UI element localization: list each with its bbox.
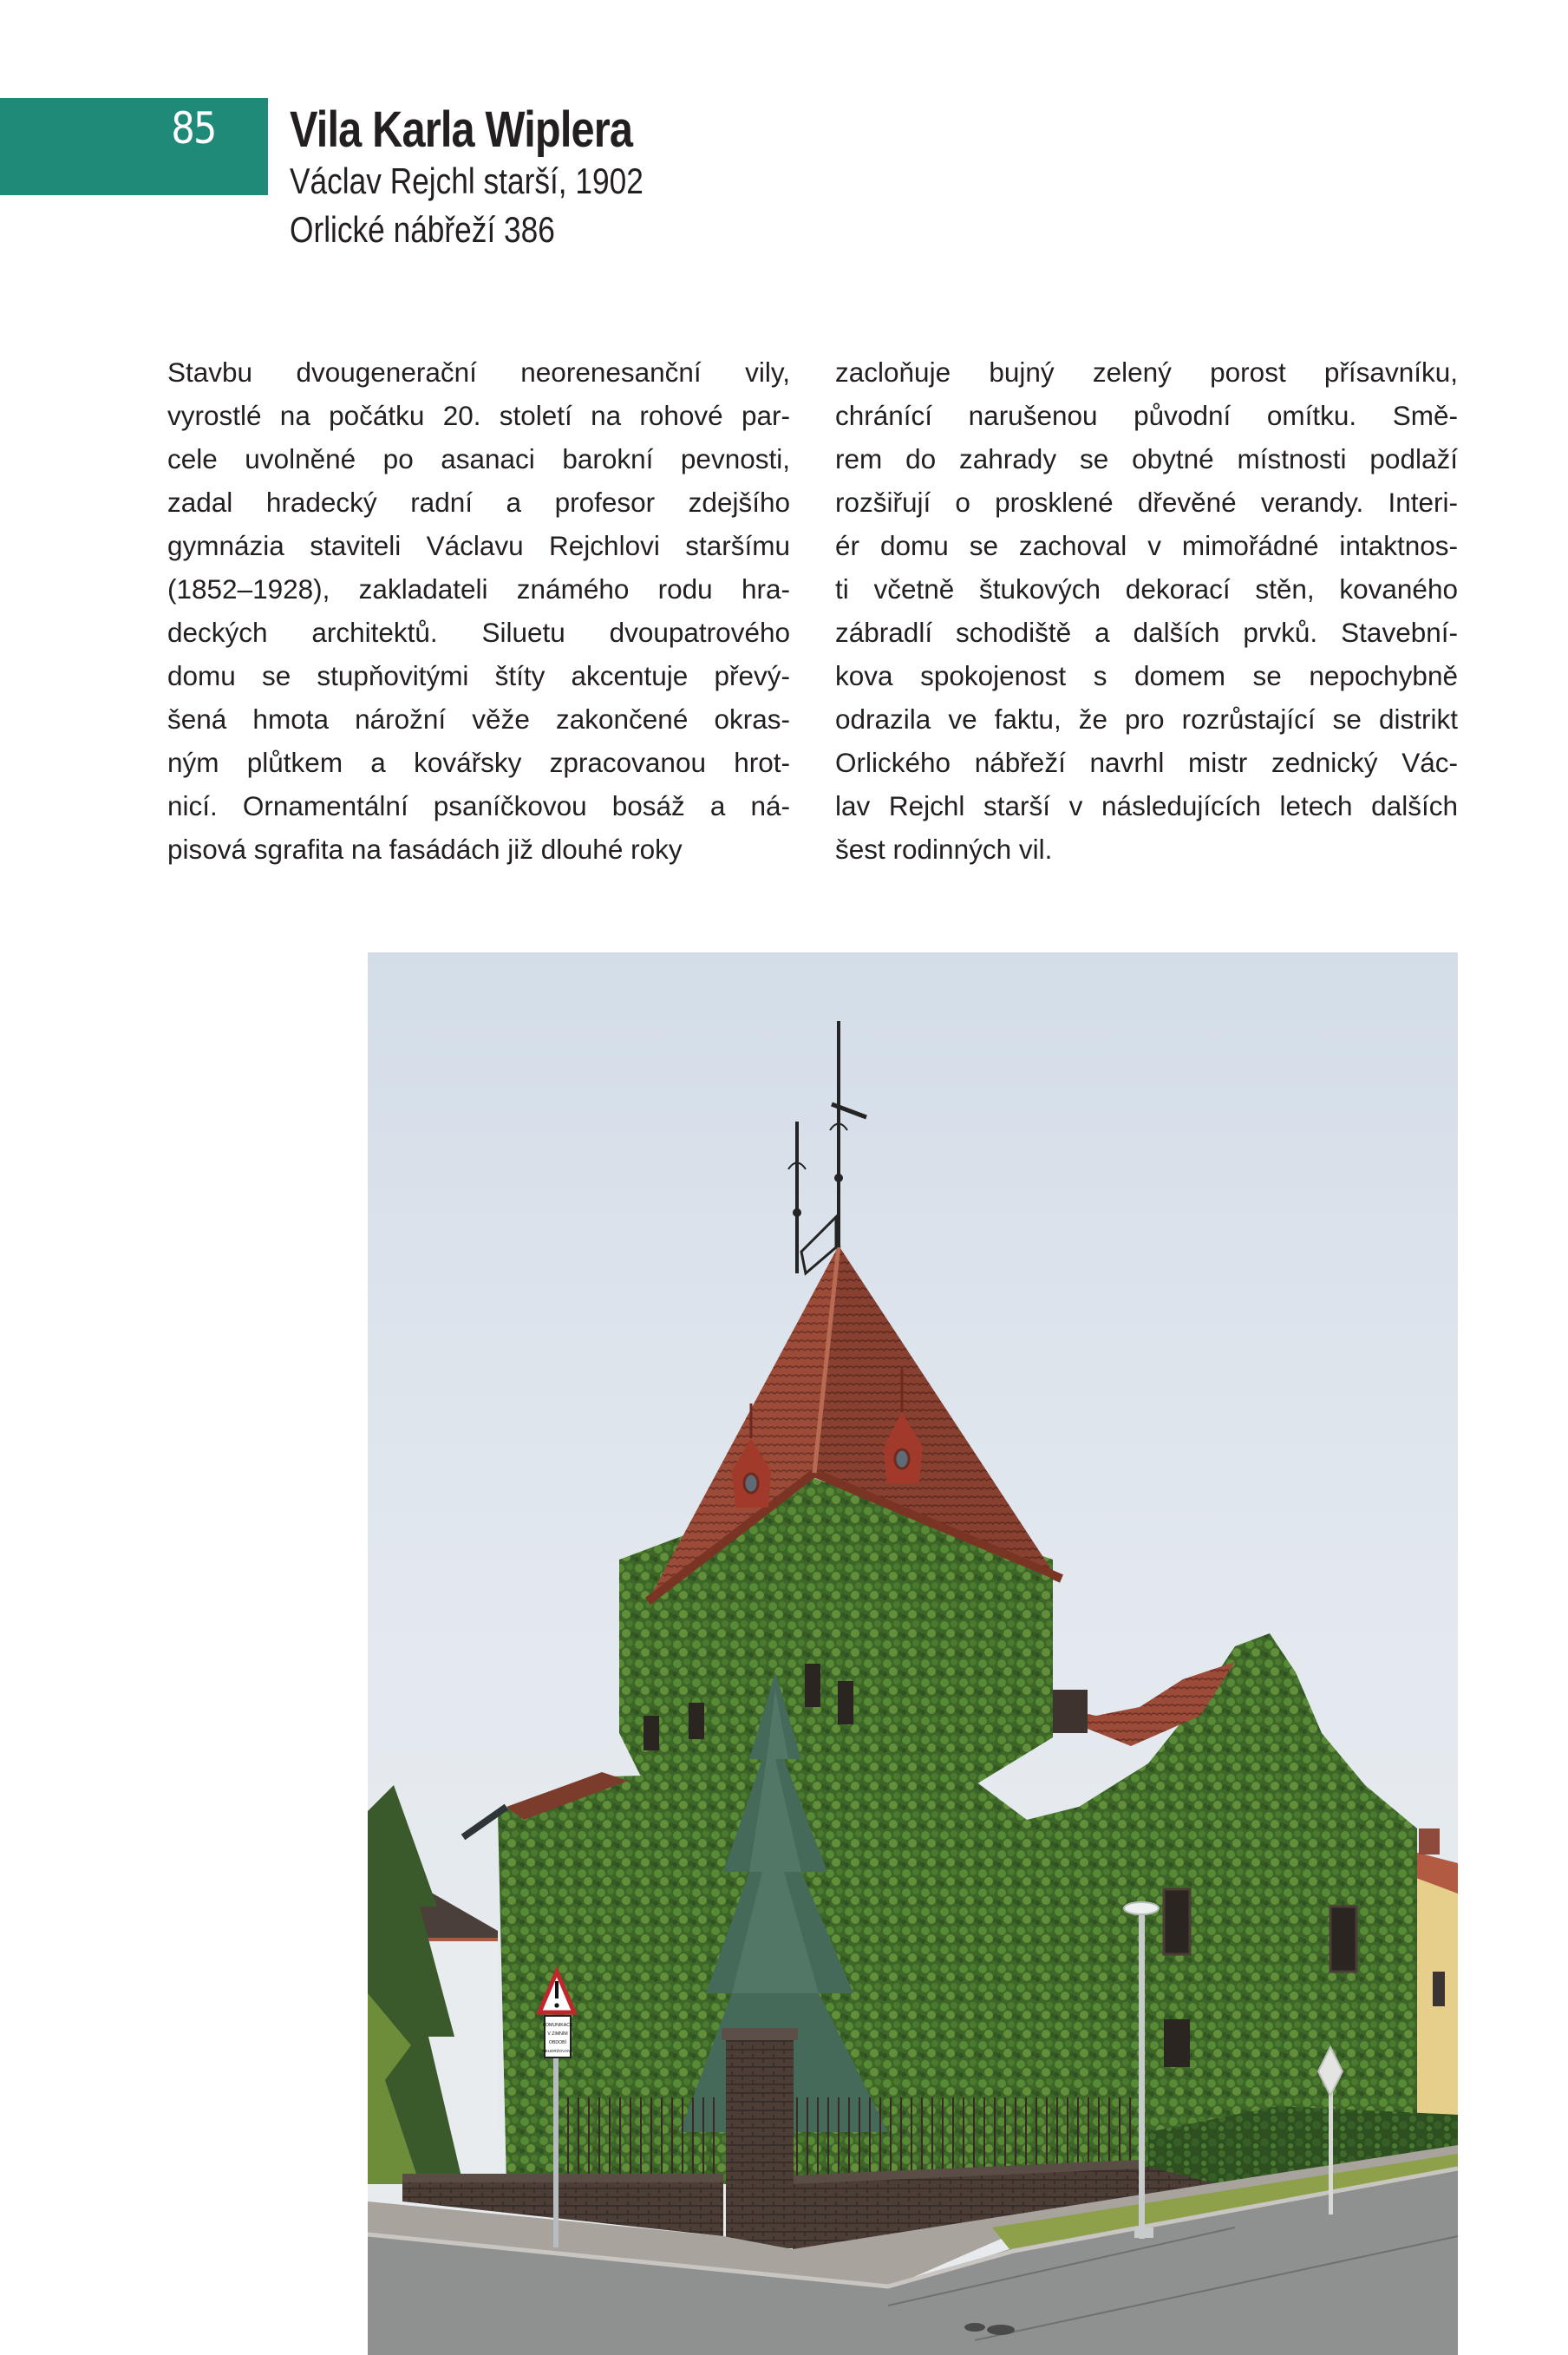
body-text-left-column	[167, 350, 790, 871]
text-line: zacloňuje bujný zelený porost přísavníku,	[835, 357, 1458, 388]
address: Orlické nábřeží 386	[290, 209, 555, 250]
text-line: Orlického nábřeží navrhl mistr zednický Vác-	[835, 747, 1458, 778]
text-line: chránící narušenou původní omítku. Smě-	[835, 400, 1458, 431]
text-line: deckých architektů. Siluetu dvoupatrového	[167, 617, 790, 648]
architect-year: Václav Rejchl starší, 1902	[290, 160, 644, 201]
sign-text-line-4: NEUDRŽOVÁNA	[542, 2049, 573, 2053]
villa-photograph	[368, 952, 1458, 2355]
text-line: rozšiřují o prosklené dřevěné verandy. Interi-	[835, 487, 1458, 518]
text-line: cele uvolněné po asanaci barokní pevnosti,	[167, 443, 790, 474]
sign-text-line-3: OBDOBÍ	[548, 2040, 567, 2045]
text-line: nicí. Ornamentální psaníčkovou bosáž a ná-	[167, 790, 790, 821]
text-line: gymnázia staviteli Václavu Rejchlovi staršímu	[167, 530, 790, 561]
text-line: lav Rejchl starší v následujících letech dalších	[835, 790, 1458, 821]
text-line: Stavbu dvougenerační neorenesanční vily,	[167, 357, 790, 388]
text-line: (1852–1928), zakladateli známého rodu hra-	[167, 573, 790, 605]
text-line: šest rodinných vil.	[835, 834, 1053, 865]
entry-number: 85	[171, 103, 216, 154]
sign-text-line-1: KOMUNIKACE	[542, 2023, 573, 2028]
text-line: domu se stupňovitými štíty akcentuje převý-	[167, 660, 790, 691]
villa-photo-illustration	[368, 952, 1458, 2355]
text-line: pisová sgrafita na fasádách již dlouhé roky	[167, 834, 683, 865]
text-line: odrazila ve faktu, že pro rozrůstající se distrikt	[835, 703, 1458, 735]
text-line: ér domu se zachoval v mimořádné intaktnos-	[835, 530, 1458, 561]
page-title: Vila Karla Wiplera	[290, 101, 633, 158]
text-line: vyrostlé na počátku 20. století na rohové par-	[167, 400, 790, 431]
text-line: zadal hradecký radní a profesor zdejšího	[167, 487, 790, 518]
entry-number-badge	[0, 98, 268, 195]
brick-gate-pillar	[722, 2028, 798, 2248]
text-line: ti včetně štukových dekorací stěn, kovaného	[835, 573, 1458, 605]
text-line: ným plůtkem a kovářsky zpracovanou hrot-	[167, 747, 790, 778]
text-line: šená hmota nárožní věže zakončené okras-	[167, 703, 790, 735]
text-line: rem do zahrady se obytné místnosti podlaží	[835, 443, 1458, 474]
text-line: kova spokojenost s domem se nepochybně	[835, 660, 1458, 691]
body-text-right-column	[835, 350, 1458, 871]
sign-text-line-2: V ZIMNÍM	[547, 2031, 568, 2037]
text-line: zábradlí schodiště a dalších prvků. Stavební-	[835, 617, 1458, 648]
